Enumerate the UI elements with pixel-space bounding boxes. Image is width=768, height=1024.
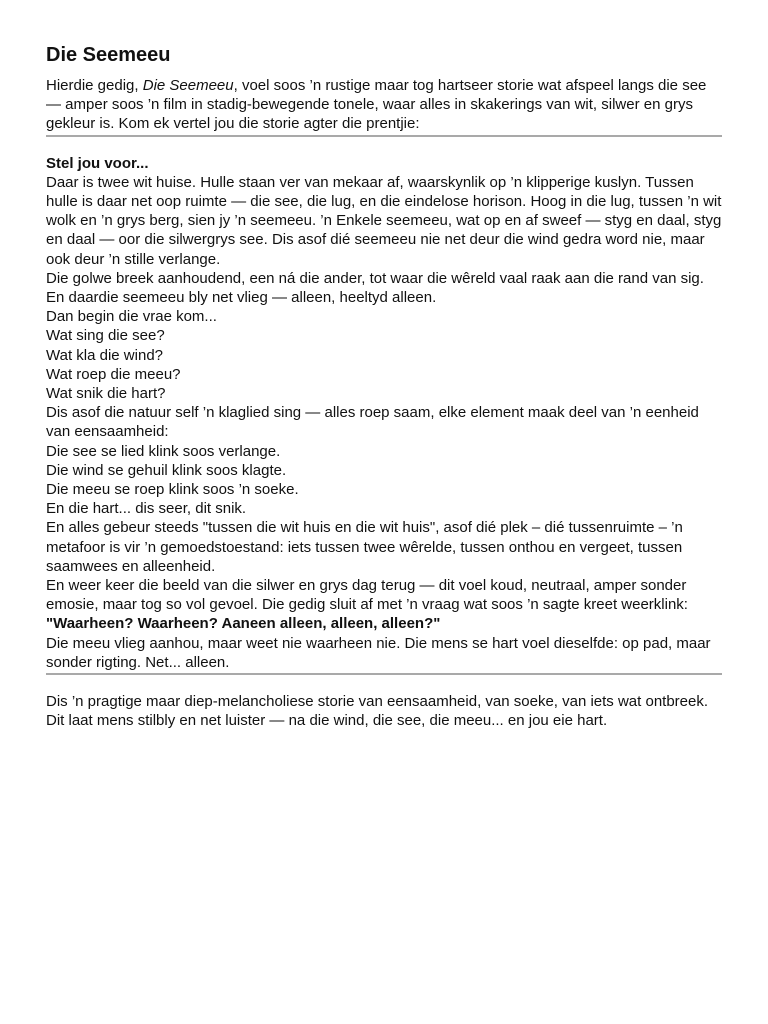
divider-top [46, 135, 722, 137]
intro-prefix: Hierdie gedig, [46, 77, 143, 94]
story-line: En weer keer die beeld van die silwer en grys dag terug — dit voel koud, neutraal, amper sonder emosie, maar tog so vol gevoel. Die gedig sluit af met ’n vraag wat soos ’n sagte kreet weerklink: [46, 577, 688, 614]
intro-suffix: , voel soos ’n rustige maar tog hartseer storie wat afspeel langs die see — amper soos ’n film in stadig-bewegende tonele, waar alles in skakerings van wit, silwer en grys gekleur is. Kom ek vertel jou die storie agter die prentjie: [46, 77, 707, 133]
story-line: Dis asof die natuur self ’n klaglied sing — alles roep saam, elke element maak deel van ’n eenheid van eensaamheid: [46, 404, 699, 441]
page-title: Die Seemeeu [46, 44, 171, 66]
story-line: Dan begin die vrae kom... [46, 308, 217, 326]
story-final-line: Die meeu vlieg aanhou, maar weet nie waarheen nie. Die mens se hart voel dieselfde: op pad, maar sonder rigting. Net... alleen. [46, 634, 711, 671]
story-line: Wat kla die wind? [46, 346, 163, 364]
story-line: En die hart... dis seer, dit snik. [46, 500, 247, 518]
story-line: Wat snik die hart? [46, 385, 166, 403]
closing-paragraph: Dis ’n pragtige maar diep-melancholiese storie van eensaamheid, van soeke, van iets wat ontbreek. Dit laat mens stilbly en net luister — na die wind, die see, die meeu... en jou eie hart. [46, 693, 709, 730]
story-heading: Stel jou voor... [46, 154, 149, 172]
intro-poem-title: Die Seemeeu [142, 77, 234, 94]
story-line: Wat roep die meeu? [46, 365, 181, 383]
story-line: Die golwe breek aanhoudend, een ná die ander, tot waar die wêreld vaal raak aan die rand van sig. En daardie seemeeu bly net vlieg — alleen, heeltyd alleen. [46, 269, 704, 307]
story-line: Wat sing die see? [46, 327, 165, 345]
story-line: En alles gebeur steeds "tussen die wit huis en die wit huis", asof dié plek – dié tussenruimte – ’n metafoor is vir ’n gemoedstoestand: iets tussen twee wêrelde, tussen onthou en vergeet, tussen saamwees en alleenheid. [46, 519, 683, 575]
intro-paragraph [46, 76, 722, 134]
story-line: Die see se lied klink soos verlange. [46, 442, 281, 460]
divider-bottom [46, 673, 722, 675]
story-line: Die wind se gehuil klink soos klagte. [46, 461, 287, 479]
story-line: Die meeu se roep klink soos ’n soeke. [46, 481, 299, 499]
poem-quote: "Waarheen? Waarheen? Aaneen alleen, alleen, alleen?" [46, 615, 441, 633]
story-line: Daar is twee wit huise. Hulle staan ver van mekaar af, waarskynlik op ’n klipperige kuslyn. Tussen hulle is daar net oop ruimte — die see, die lug, en die eindelose horison. Hoog in die lug, tussen ’n wit wolk en ’n grys berg, sien jy ’n seemeeu. ’n Enkele seemeeu, wat op en af sweef — styg en daal, styg en daal — oor die silwergrys see. Dis asof dié seemeeu nie net deur die wind gedra word nie, maar ook deur ’n stille verlange. [46, 173, 722, 268]
story-section [46, 154, 722, 672]
